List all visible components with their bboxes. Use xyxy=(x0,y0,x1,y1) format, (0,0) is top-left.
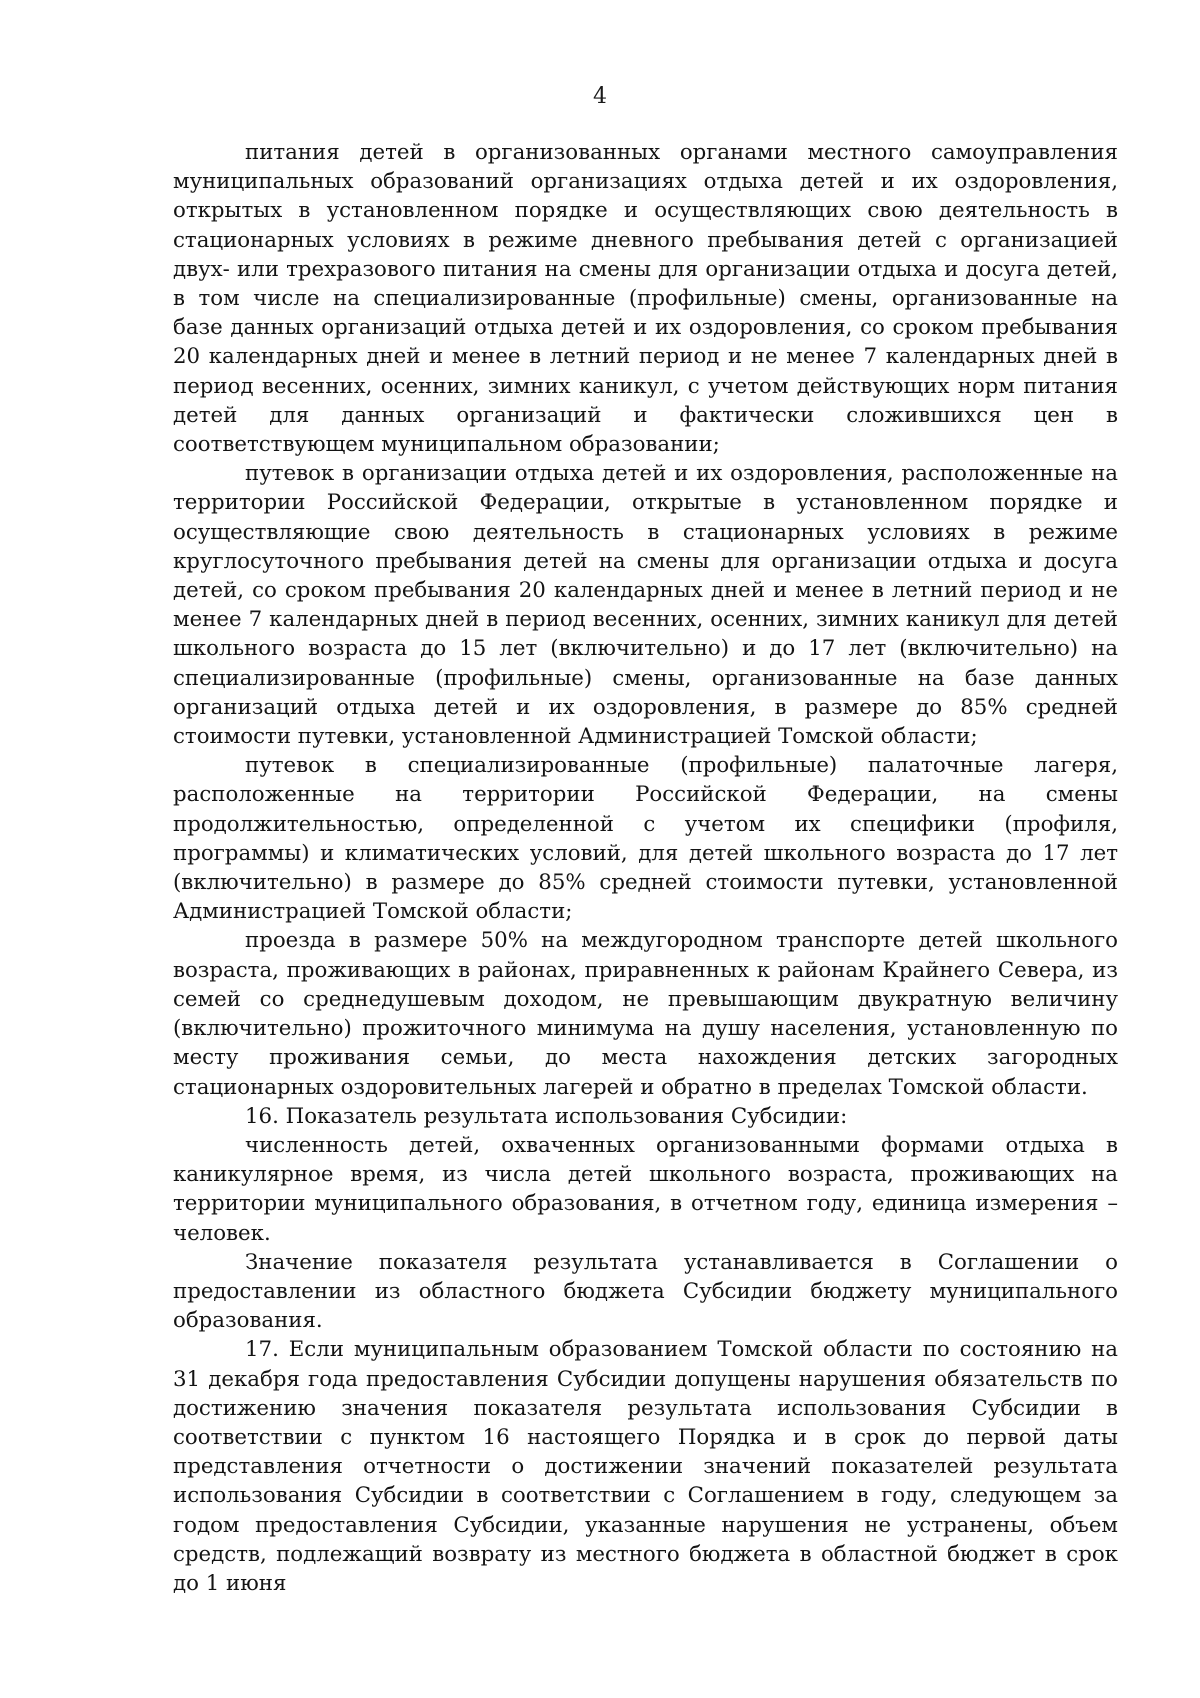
paragraph-tent-camp-vouchers: путевок в специализированные (профильные) палаточные лагеря, расположенные на территории Российской Федерации, на смены продолжительностью, определенной с учетом их специфики (профиля, программы) и климатических условий, для детей школьного возраста до 17 лет (включительно) в размере до 85% средней стоимости путевки, установленной Администрацией Томской области; xyxy=(173,753,1118,925)
paragraph-17: 17. Если муниципальным образованием Томской области по состоянию на 31 декабря года предоставления Субсидии допущены нарушения обязательств по достижению значения показателя результата использования Субсидии в соответствии с пунктом 16 настоящего Порядка и в срок до первой даты представления отчетности о достижении значений показателей результата использования Субсидии в соответствии с Соглашением в году, следующем за годом предоставления Субсидии, указанные нарушения не устранены, объем средств, подлежащий возврату из местного бюджета в областной бюджет в срок до 1 июня xyxy=(173,1337,1118,1596)
paragraph-travel: проезда в размере 50% на междугородном транспорте детей школьного возраста, проживающих в районах, приравненных к районам Крайнего Севера, из семей со среднедушевым доходом, не превышающим двукратную величину (включительно) прожиточного минимума на душу населения, установленную по месту проживания семьи, до места нахождения детских загородных стационарных оздоровительных лагерей и обратно в пределах Томской области. xyxy=(173,928,1118,1100)
paragraph-camp-vouchers: путевок в организации отдыха детей и их оздоровления, расположенные на территории Российской Федерации, открытые в установленном порядке и осуществляющие свою деятельность в стационарных условиях в режиме круглосуточного пребывания детей на смены для организации отдыха и досуга детей, со сроком пребывания 20 календарных дней и менее в летний период и не менее 7 календарных дней в период весенних, осенних, зимних каникул для детей школьного возраста до 15 лет (включительно) и до 17 лет (включительно) на специализированные (профильные) смены, организованные на базе данных организаций отдыха детей и их оздоровления, в размере до 85% средней стоимости путевки, установленной Администрацией Томской области; xyxy=(173,461,1118,750)
document-body xyxy=(173,138,1118,1598)
paragraph-meals: питания детей в организованных органами местного самоуправления муниципальных образований организациях отдыха детей и их оздоровления, открытых в установленном порядке и осуществляющих свою деятельность в стационарных условиях в режиме дневного пребывания детей с организацией двух- или трехразового питания на смены для организации отдыха и досуга детей, в том числе на специализированные (профильные) смены, организованные на базе данных организаций отдыха детей и их оздоровления, со сроком пребывания 20 календарных дней и менее в летний период и не менее 7 календарных дней в период весенних, осенних, зимних каникул, с учетом действующих норм питания детей для данных организаций и фактически сложившихся цен в соответствующем муниципальном образовании; xyxy=(173,140,1118,458)
paragraph-indicator-value: Значение показателя результата устанавливается в Соглашении о предоставлении из областного бюджета Субсидии бюджету муниципального образования. xyxy=(173,1249,1118,1334)
paragraph-16-heading: 16. Показатель результата использования Субсидии: xyxy=(245,1103,848,1129)
page-number: 4 xyxy=(593,84,607,109)
paragraph-indicator-definition: численность детей, охваченных организованными формами отдыха в каникулярное время, из числа детей школьного возраста, проживающих на территории муниципального образования, в отчетном году, единица измерения – человек. xyxy=(173,1132,1118,1246)
